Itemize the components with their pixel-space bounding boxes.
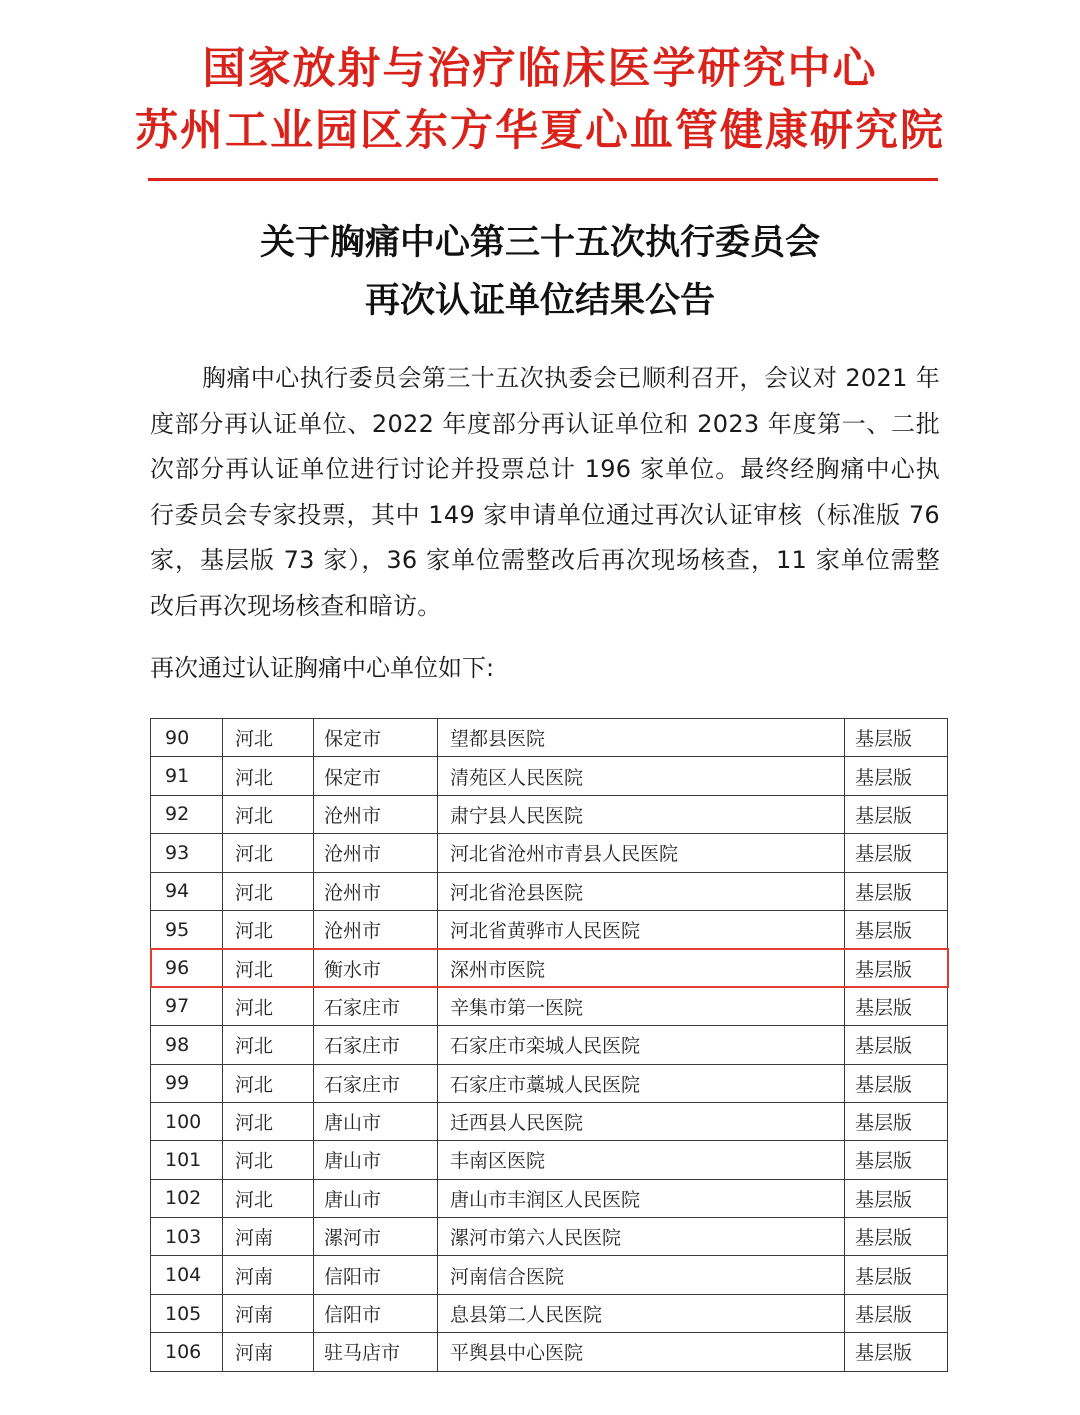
hospital-cell: 迁西县人民医院: [438, 1102, 845, 1140]
row-number: 96: [151, 949, 223, 987]
org-name-line-1: 国家放射与治疗临床医学研究中心: [202, 44, 878, 94]
city-cell: 驻马店市: [314, 1333, 438, 1371]
document-title: [0, 214, 1080, 330]
version-cell: 基层版: [845, 1026, 948, 1064]
city-cell: 信阳市: [314, 1256, 438, 1294]
row-number: 104: [151, 1256, 223, 1294]
announcement-paragraph: 胸痛中心执行委员会第三十五次执委会已顺利召开，会议对 2021 年度部分再认证单位、2022 年度部分再认证单位和 2023 年度第一、二批次部分再认证单位进行讨论并投票总计 196 家单位。最终经胸痛中心执行委员会专家投票，其中 149 家申请单位通过再次认证审核（标准版 76 家，基层版 73 家），36 家单位需整改后再次现场核查，11 家单位需整改后再次现场核查和暗访。: [150, 364, 940, 620]
hospital-cell: 河北省黄骅市人民医院: [438, 910, 845, 948]
table-row: [151, 1102, 948, 1140]
province-cell: 河南: [223, 1333, 314, 1371]
city-cell: 信阳市: [314, 1294, 438, 1332]
version-cell: 基层版: [845, 1333, 948, 1371]
row-number: 102: [151, 1179, 223, 1217]
table-row: [151, 834, 948, 872]
table-row: [151, 1256, 948, 1294]
row-number: 98: [151, 1026, 223, 1064]
province-cell: 河北: [223, 1026, 314, 1064]
header-divider: [148, 178, 938, 181]
row-number: 91: [151, 757, 223, 795]
table-row: [151, 1141, 948, 1179]
province-cell: 河北: [223, 795, 314, 833]
version-cell: 基层版: [845, 987, 948, 1025]
city-cell: 沧州市: [314, 910, 438, 948]
table-body: [151, 719, 948, 1372]
version-cell: 基层版: [845, 834, 948, 872]
row-number: 95: [151, 910, 223, 948]
table-row: [151, 910, 948, 948]
table-row: [151, 872, 948, 910]
row-number: 99: [151, 1064, 223, 1102]
table-row: [151, 1294, 948, 1332]
hospital-cell: 平舆县中心医院: [438, 1333, 845, 1371]
version-cell: 基层版: [845, 1102, 948, 1140]
city-cell: 唐山市: [314, 1102, 438, 1140]
org-header: [0, 38, 1080, 162]
hospital-cell: 深州市医院: [438, 949, 845, 987]
province-cell: 河北: [223, 1179, 314, 1217]
hospital-cell: 辛集市第一医院: [438, 987, 845, 1025]
table-row: [151, 1064, 948, 1102]
province-cell: 河南: [223, 1218, 314, 1256]
certified-units-table: [150, 718, 948, 1372]
table-row: [151, 1179, 948, 1217]
list-intro: 再次通过认证胸痛中心单位如下:: [150, 654, 495, 682]
hospital-cell: 息县第二人民医院: [438, 1294, 845, 1332]
table-row: [151, 1333, 948, 1371]
version-cell: 基层版: [845, 719, 948, 757]
row-number: 106: [151, 1333, 223, 1371]
province-cell: 河北: [223, 719, 314, 757]
city-cell: 沧州市: [314, 795, 438, 833]
province-cell: 河北: [223, 872, 314, 910]
city-cell: 石家庄市: [314, 987, 438, 1025]
row-number: 101: [151, 1141, 223, 1179]
version-cell: 基层版: [845, 1141, 948, 1179]
version-cell: 基层版: [845, 757, 948, 795]
city-cell: 衡水市: [314, 949, 438, 987]
province-cell: 河北: [223, 910, 314, 948]
table-row: [151, 949, 948, 987]
city-cell: 唐山市: [314, 1141, 438, 1179]
row-number: 105: [151, 1294, 223, 1332]
hospital-cell: 石家庄市栾城人民医院: [438, 1026, 845, 1064]
hospital-cell: 唐山市丰润区人民医院: [438, 1179, 845, 1217]
row-number: 94: [151, 872, 223, 910]
version-cell: 基层版: [845, 1218, 948, 1256]
hospital-cell: 丰南区医院: [438, 1141, 845, 1179]
row-number: 90: [151, 719, 223, 757]
province-cell: 河南: [223, 1256, 314, 1294]
title-line-2: 再次认证单位结果公告: [364, 281, 715, 321]
province-cell: 河北: [223, 1102, 314, 1140]
province-cell: 河北: [223, 834, 314, 872]
row-number: 103: [151, 1218, 223, 1256]
city-cell: 保定市: [314, 757, 438, 795]
version-cell: 基层版: [845, 1064, 948, 1102]
row-number: 93: [151, 834, 223, 872]
province-cell: 河北: [223, 987, 314, 1025]
version-cell: 基层版: [845, 949, 948, 987]
hospital-cell: 河北省沧县医院: [438, 872, 845, 910]
version-cell: 基层版: [845, 795, 948, 833]
city-cell: 漯河市: [314, 1218, 438, 1256]
hospital-cell: 漯河市第六人民医院: [438, 1218, 845, 1256]
city-cell: 石家庄市: [314, 1026, 438, 1064]
province-cell: 河北: [223, 757, 314, 795]
row-number: 97: [151, 987, 223, 1025]
version-cell: 基层版: [845, 910, 948, 948]
hospital-cell: 河北省沧州市青县人民医院: [438, 834, 845, 872]
hospital-cell: 石家庄市藁城人民医院: [438, 1064, 845, 1102]
row-number: 100: [151, 1102, 223, 1140]
hospital-cell: 肃宁县人民医院: [438, 795, 845, 833]
version-cell: 基层版: [845, 872, 948, 910]
row-number: 92: [151, 795, 223, 833]
hospital-cell: 河南信合医院: [438, 1256, 845, 1294]
table-row: [151, 795, 948, 833]
city-cell: 沧州市: [314, 872, 438, 910]
table-row: [151, 1026, 948, 1064]
version-cell: 基层版: [845, 1294, 948, 1332]
province-cell: 河南: [223, 1294, 314, 1332]
city-cell: 保定市: [314, 719, 438, 757]
table-row: [151, 719, 948, 757]
version-cell: 基层版: [845, 1179, 948, 1217]
city-cell: 石家庄市: [314, 1064, 438, 1102]
org-name-line-2: 苏州工业园区东方华夏心血管健康研究院: [135, 106, 945, 156]
table-row: [151, 987, 948, 1025]
city-cell: 沧州市: [314, 834, 438, 872]
province-cell: 河北: [223, 949, 314, 987]
version-cell: 基层版: [845, 1256, 948, 1294]
hospital-cell: 清苑区人民医院: [438, 757, 845, 795]
table-row: [151, 1218, 948, 1256]
table-row: [151, 757, 948, 795]
hospital-cell: 望都县医院: [438, 719, 845, 757]
city-cell: 唐山市: [314, 1179, 438, 1217]
province-cell: 河北: [223, 1141, 314, 1179]
title-line-1: 关于胸痛中心第三十五次执行委员会: [259, 223, 820, 263]
province-cell: 河北: [223, 1064, 314, 1102]
